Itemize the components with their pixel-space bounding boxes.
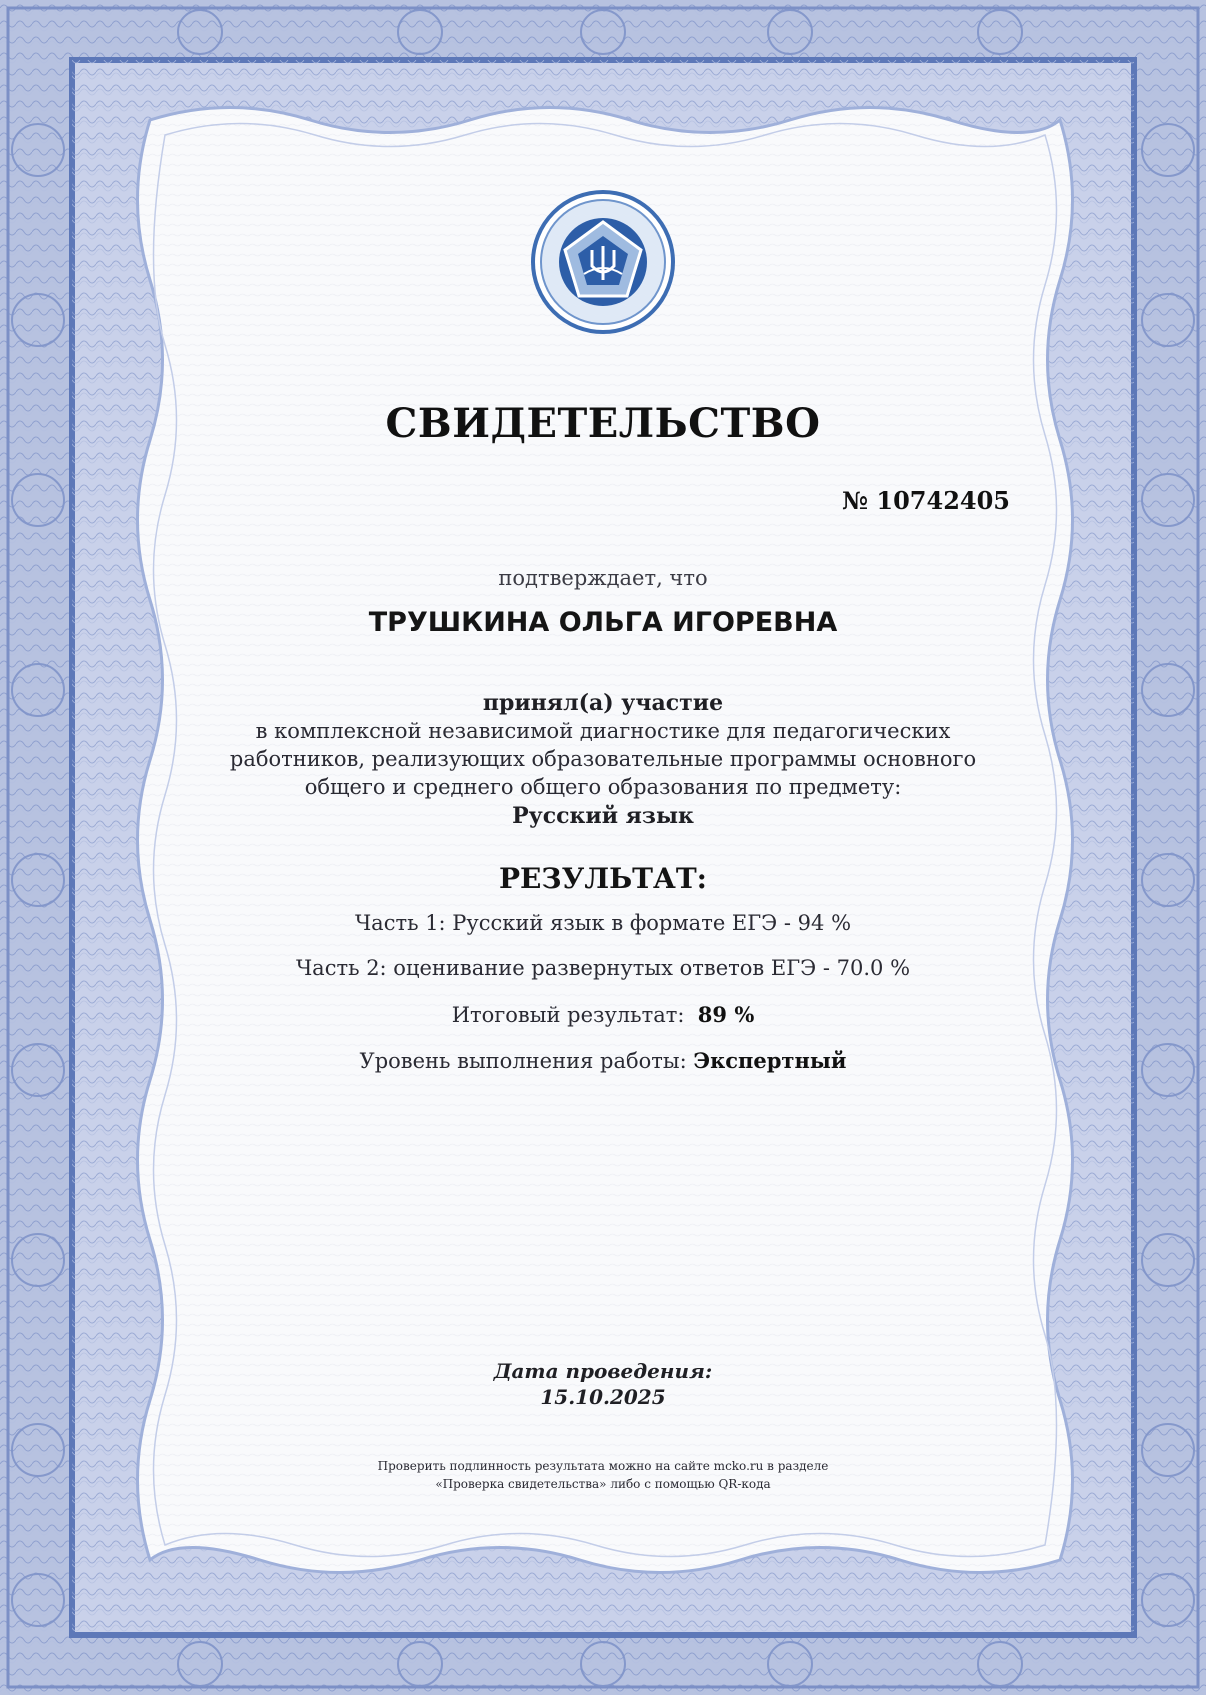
total-result-value: 89 % xyxy=(697,1002,755,1027)
performance-level xyxy=(0,1048,1206,1073)
description-line: общего и среднего общего образования по предмету: xyxy=(304,775,902,799)
result-part1: Часть 1: Русский язык в формате ЕГЭ - 94 % xyxy=(354,911,852,935)
result-heading: РЕЗУЛЬТАТ: xyxy=(499,862,707,895)
participated-text: принял(а) участие xyxy=(482,690,724,716)
performance-level-label: Уровень выполнения работы: xyxy=(359,1049,687,1073)
verification-note: «Проверка свидетельства» либо с помощью QR-кода xyxy=(435,1477,771,1491)
certificate-title: СВИДЕТЕЛЬСТВО xyxy=(385,400,821,447)
description-line: в комплексной независимой диагностике для педагогических xyxy=(255,719,951,743)
certificate-number: № 10742405 xyxy=(841,486,1010,515)
date-value: 15.10.2025 xyxy=(540,1385,666,1409)
performance-level-value: Экспертный xyxy=(693,1048,847,1073)
date-label: Дата проведения: xyxy=(493,1359,713,1383)
emblem-logo xyxy=(533,192,673,332)
subject-name: Русский язык xyxy=(512,803,694,829)
result-part2: Часть 2: оценивание развернутых ответов ЕГЭ - 70.0 % xyxy=(295,956,911,980)
description-line: работников, реализующих образовательные программы основного xyxy=(229,747,977,771)
total-result xyxy=(0,1002,1206,1027)
confirms-text: подтверждает, что xyxy=(498,566,708,590)
recipient-name: ТРУШКИНА ОЛЬГА ИГОРЕВНА xyxy=(368,607,838,638)
verification-note: Проверить подлинность результата можно на сайте mcko.ru в разделе xyxy=(377,1459,829,1473)
total-result-label: Итоговый результат: xyxy=(451,1003,685,1027)
